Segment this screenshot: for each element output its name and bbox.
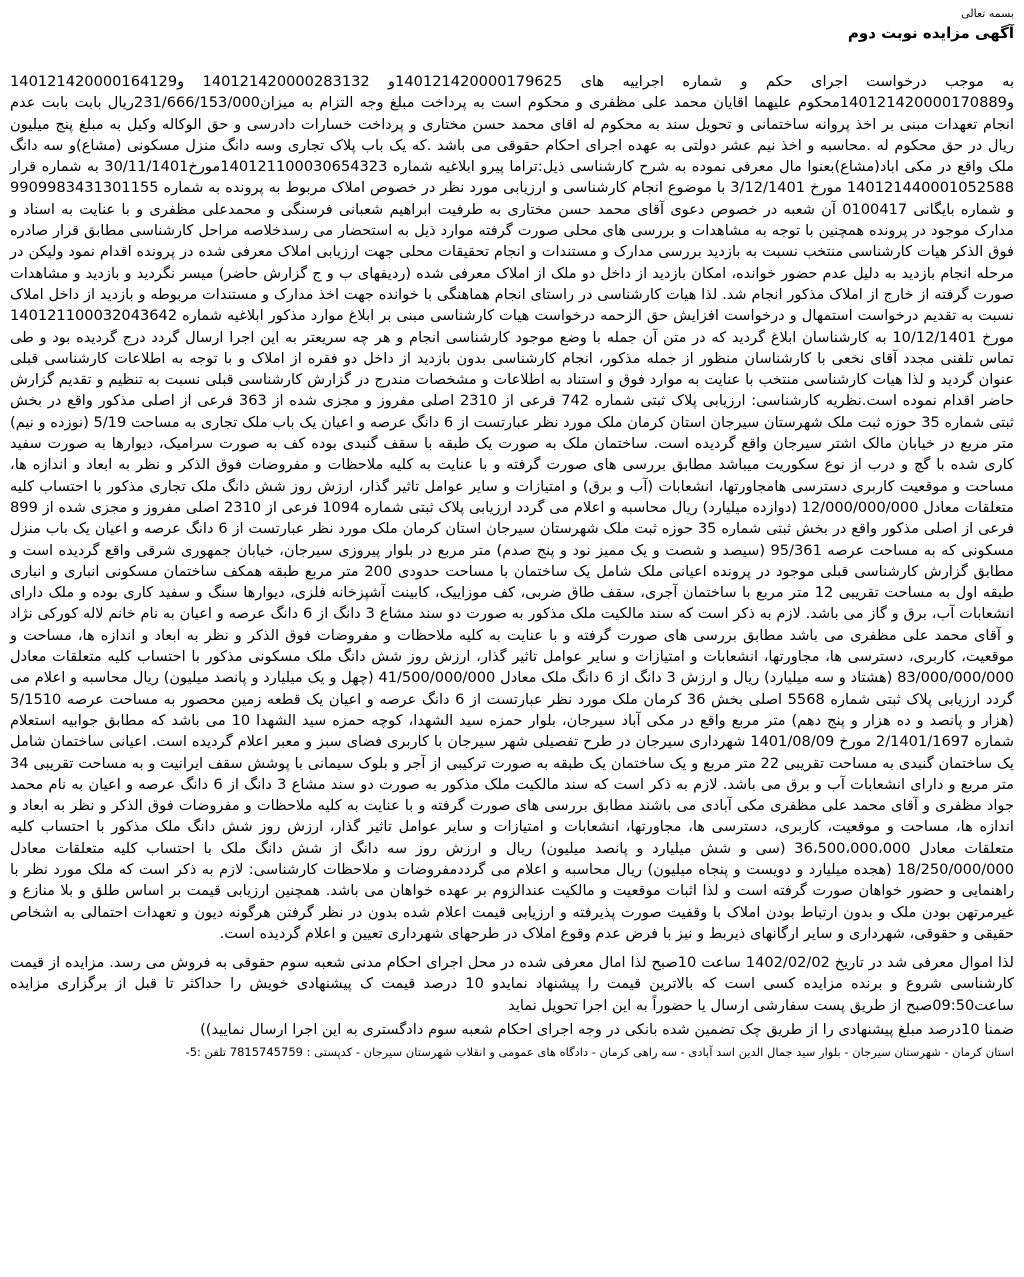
auction-paragraph: لذا اموال معرفی شد در تاریخ 1402/02/02 ساعت 10صبح لذا امال معرفی شده در محل اجرای احکام مدنی شعبه سوم حقوقی به فروش می رسد. مزایده از قیمت کارشناسی شروع و برنده مزایده کسی است که بالاترین قیمت را پیشنهاد نمایدو 10 درصد قیمت ک پیشنهادی خویش را حداکثر تا قبل از برگزاری مزایده ساعت09:50صبح از طریق پست سفارشی ارسال یا حضوراً به این اجرا تحویل نماید bbox=[10, 954, 1014, 1014]
main-paragraph: به موجب درخواست اجرای حکم و شماره اجراییه های 140121420000179625و 140121420000283132 و140121420000164129 و140121420000170889محکوم علیهما اقایان محمد علی مظفری و محکوم است به پرداخت مبلغ وجه التزام به میزان231/666/153/000ریال بابت بابت عدم انجام تعهدات مبنی بر اخذ پروانه ساختمانی و تحویل سند به محکوم له اقای محمد حسن مختاری و پرداخت خسارات دادرسی و حق الوکاله وکیل به مبلغ پنج میلیون ریال در حق محکوم له .محاسبه و اخذ نیم عشر دولتی به عهده اجرای احکام حقوقی می باشد .که یک باب پلاک تجاری وسه دانگ منزل مسکونی (مشاع)و سه دانگ ملک واقع در مکی اباد(مشاع)بعنوا مال معرفی نموده به شرح کارشناسی ذیل:تراما پیرو ابلاغیه شماره 140121100030654323مورخ30/11/1401 به شماره قرار 140121440001052588 مورخ 3/12/1401 با موضوع انجام کارشناسی و ارزیابی مورد نظر در خصوص املاک مربوط به پرونده به شماره 9909983431301155 و شماره بایگانی 0100417 آن شعبه در خصوص دعوی آقای محمد حسن مختاری به طرفیت ابراهیم شعبانی فرسنگی و محمدعلی مظفری و با عنایت به اسناد و مدارک موجود در پرونده همچنین با توجه به مشاهدات و بررسی های محلی صورت گرفته موارد ذیل به استحضار می رسدخلاصه مراحل کارشناسی مطابق قرار صادره فوق الذکر هیات کارشناسی منتخب نسبت به بازدید بررسی مدارک و مستندات و انجام تحقیقات محلی جهت ارزیابی املاک معرفی شده در پرونده اقدام نمود ولیکن در مرحله انجام بازدید به دلیل عدم حضور خوانده، امکان بازدید از داخل دو ملک از املاک معرفی شده (ردیفهای ب و ج گزارش حاضر) میسر نگردید و بازدید و مشاهدات صورت گرفته از خارج از املاک مذکور انجام شد. لذا هیات کارشناسی در راستای انجام هماهنگی با خوانده جهت اخذ مدارک و مستندات مربوطه و بازدید از داخل املاک نسبت به تقدیم درخواست استمهال و درخواست افزایش حق الزحمه درخواست هیات کارشناسی مبنی بر ابلاغ موارد مذکور ابلاغیه شماره 140121100032043642 مورخ 10/12/1401 به کارشناسان ابلاغ گردید که در متن آن جمله با وضع موجود کارشناسی انجام و هر چه سریعتر به این اجرا ارسال گردد درج گردیده بود و طی تماس تلفنی مجدد آقای نخعی با کارشناسان منظور از جمله مذکور، انجام کارشناسی بدون بازدید از داخل دو فقره از املاک و با توجه به اطلاعات کارشناسی قبلی عنوان گردید و لذا هیات کارشناسی منتخب با عنایت به موارد فوق و استناد به اطلاعات و مشخصات مندرج در گزارش کارشناسی قبلی نسبت به تنظیم و تقدیم گزارش حاضر اقدام نموده است.نظریه کارشناسی: ارزیابی پلاک ثبتی شماره 742 فرعی از 2310 اصلی مفروز و مجزی شده از 363 فرعی از اصلی مذکور واقع در بخش ثبتی شماره 35 حوزه ثبت ملک شهرستان سیرجان استان کرمان ملک مورد نظر عبارتست از 6 دانگ عرصه و اعیان یک باب ملک تجاری به مساحت 5/19 (نوزده و نیم) متر مربع در خیابان مالک اشتر سیرجان واقع گردیده است. ساختمان ملک به صورت یک طبقه با سقف گنبدی بوده کف به صورت سرامیک، دیوارها به صورت سفید کاری شده با گچ و درب از نوع سکوریت میباشد مطابق بررسی های صورت گرفته و با عنایت به کلیه ملاحظات و مفروضات فوق الذکر و نظر به ابعاد و اندازه ها، مساحت و موقعیت کاربری دسترسی هامجاورتها، انشعابات (آب و برق) و امتیازات و سایر عوامل تاثیر گذار، ارزش روز شش دانگ ملک تجاری مذکور با احتساب کلیه متعلقات معادل 12/000/000/000 (دوازده میلیارد) ریال محاسبه و اعلام می گردد ارزیابی پلاک ثبتی شماره 1094 فرعی از 2310 اصلی مفروز و مجزی شده از 899 فرعی از اصلی مذکور واقع در بخش ثبتی شماره 35 حوزه ثبت ملک شهرستان سیرجان استان کرمان ملک مورد نظر عبارتست از 6 دانگ عرصه و اعیان یک باب منزل مسکونی که به مساحت عرصه 95/361 (سیصد و شصت و یک ممیز نود و پنج صدم) متر مربع در بلوار پیروزی سیرجان، خیابان جمهوری شرقی واقع گردیده است و مطابق گزارش کارشناسی قبلی موجود در پرونده اعیانی ملک شامل یک ساختمان با مساحت حدودی 200 متر مربع طبقه همکف ساختمان مسکونی انباری و انباری طبقه اول به مساحت تقریبی 12 متر مربع با ساختمان آجری، سقف طاق ضربی، کف موزاییک، کابینت آشپزخانه فلزی، دیوارها سنگ و سفید کاری بوده و ملک دارای انشعابات آب، برق و گاز می باشد. لازم به ذکر است که سند مالکیت ملک مذکور به صورت دو سند مشاع 3 دانگ از 6 دانگ عرصه و اعیان به نام خانم لاله کورکی نژاد و آقای محمد علی مظفری می باشد مطابق بررسی های صورت گرفته و با عنایت به کلیه ملاحظات و مفروضات فوق الذکر و نظر به ابعاد و اندازه ها، مساحت و موقعیت، کاربری، دسترسی ها، مجاورتها، انشعابات و امتیازات و سایر عوامل تاثیر گذار، ارزش روز شش دانگ ملک مسکونی مذکور با احتساب کلیه متعلقات معادل 83/000/000/000 (هشتاد و سه میلیارد) ریال و ارزش 3 دانگ از 6 دانگ ملک معادل 41/500/000/000 (چهل و یک میلیارد و پانصد میلیون) ریال محاسبه و اعلام می گردد ارزیابی پلاک ثبتی شماره 5568 اصلی بخش 36 کرمان ملک مورد نظر عبارتست از 6 دانگ عرصه و اعیان یک قطعه زمین محصور به مساحت عرصه 5/1510 (هزار و پانصد و ده هزار و پنج دهم) متر مربع واقع در مکی آباد سیرجان، بلوار حمزه سید الشهدا، کوچه حمزه سید الشهدا 10 می باشد که مطابق جوابیه استعلام شماره 2/1401/1697 مورخ 1401/08/09 شهرداری سیرجان در طرح تفصیلی شهر سیرجان با کاربری فضای سبز و معبر اعلام گردیده است. اعیانی ساختمان شامل یک ساختمان گنبدی به مساحت تقریبی 22 متر مربع و یک ساختمان یک طبقه به صورت ترکیبی از آجر و بلوک سیمانی با پوشش سقف ایرانیت و به مساحت تقریبی 34 متر مربع و دارای انشعابات آب و برق می باشد. لازم به ذکر است که سند مالکیت ملک مذکور به صورت دو سند مشاع 3 دانگ از 6 دانگ عرصه و اعیان به نام محمد جواد مظفری و آقای محمد علی مظفری مکی آبادی می باشند مطابق بررسی های صورت گرفته و با عنایت به کلیه ملاحظات و مفروضات فوق الذکر و نظر به ابعاد و اندازه ها، مساحت و موقعیت، کاربری، دسترسی ها، مجاورتها، انشعابات و امتیازات و سایر عوامل تاثیر گذار، ارزش روز شش دانگ ملک مذکور با احتساب کلیه متعلقات معادل 36،500،000،000 (سی و شش میلیارد و پانصد میلیون) ریال و ارزش روز سه دانگ از شش دانگ ملک با احتساب کلیه متعلقات معادل 18/250/000/000 (هجده میلیارد و دویست و پنجاه میلیون) ریال محاسبه و اعلام می گرددمفروضات و ملاحظات کارشناسی: لازم به ذکر است که ملک مورد نظر با راهنمایی و حضور خواهان صورت گرفته است و لذا اثبات موقعیت و مالکیت عندالزوم بر عهده خواهان می باشد. همچنین ارزیابی قیمت بر اساس طلق و بلا منازع و غیرمرتهن بودن ملک و بدون ارتباط بودن املاک با وقفیت صورت پذیرفته و ارزیابی قیمت اعلام شده بدون در نظر گرفتن هرگونه دیون و تعهدات احتمالی به اشخاص حقیقی و حقوقی، شهرداری و سایر ارگانهای ذیربط و نیز با فرض عدم وقوع املاک در طرحهای شهرداری تعیین و اعلام گردیده است. bbox=[10, 73, 1015, 942]
bismillah-heading: بسمه تعالی bbox=[961, 7, 1014, 20]
deposit-note: ضمنا 10درصد مبلغ پیشنهادی را از طریق چک تضمین شده بانکی در وجه اجرای احکام شعبه سوم دادگستری به این اجرا ارسال نمایید)) bbox=[200, 1021, 1014, 1039]
notice-title: آگهی مزایده نوبت دوم bbox=[847, 24, 1014, 42]
court-address: استان کرمان - شهرستان سیرجان - بلوار سید جمال الدین اسد آبادی - سه راهی کرمان - دادگاه های عمومی و انقلاب شهرستان سیرجان - کدپستی : 7815745759 تلفن :5- bbox=[185, 1045, 1014, 1060]
